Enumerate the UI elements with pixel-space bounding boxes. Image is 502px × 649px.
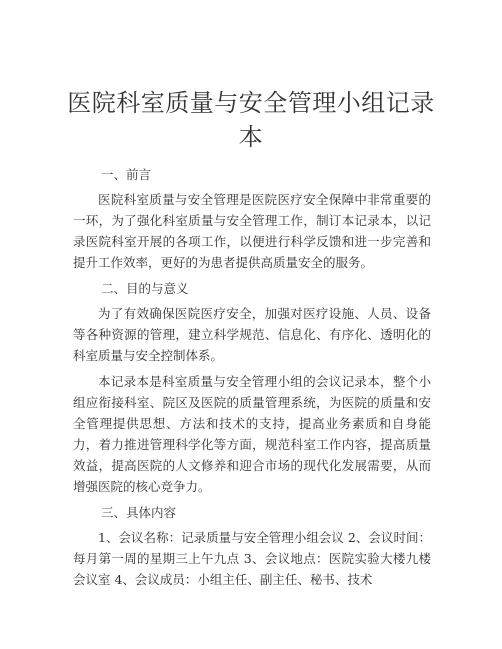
document-title: 医院科室质量与安全管理小组记录本 — [67, 89, 435, 151]
section-heading-content: 三、具体内容 — [101, 505, 177, 520]
document-body — [73, 164, 431, 595]
paragraph-purpose-1: 为了有效确保医院医疗安全，加强对医疗设施、人员、设备等各种资源的管理，建立科学规范、信息化、有序化、透明化的科室质量与安全控制体系。 — [73, 306, 431, 363]
paragraph-purpose-2: 本记录本是科室质量与安全管理小组的会议记录本，整个小组应衔接科室、院区及医院的质量管理系统，为医院的质量和安全管理提供思想、方法和技术的支持，提高业务素质和自身能力，着力推进管理科学化等方面，规范科室工作内容，提高质量效益，提高医院的人文修养和迎合市场的现代化发展需要，从而增强医院的核心竞争力。 — [73, 374, 431, 494]
paragraph-preface: 医院科室质量与安全管理是医院医疗安全保障中非常重要的一环，为了强化科室质量与安全管理工作，制订本记录本，以记录医院科室开展的各项工作，以便进行科学反馈和进一步完善和提升工作效率，更好的为患者提供高质量安全的服务。 — [73, 192, 431, 270]
paragraph-content: 1、会议名称：记录质量与安全管理小组会议 2、会议时间：每月第一周的星期三上午九点 3、会议地点：医院实验大楼九楼会议室 4、会议成员：小组主任、副主任、秘书、技术 — [73, 530, 431, 587]
section-heading-preface: 一、前言 — [101, 167, 152, 182]
section-heading-purpose: 二、目的与意义 — [101, 281, 189, 296]
